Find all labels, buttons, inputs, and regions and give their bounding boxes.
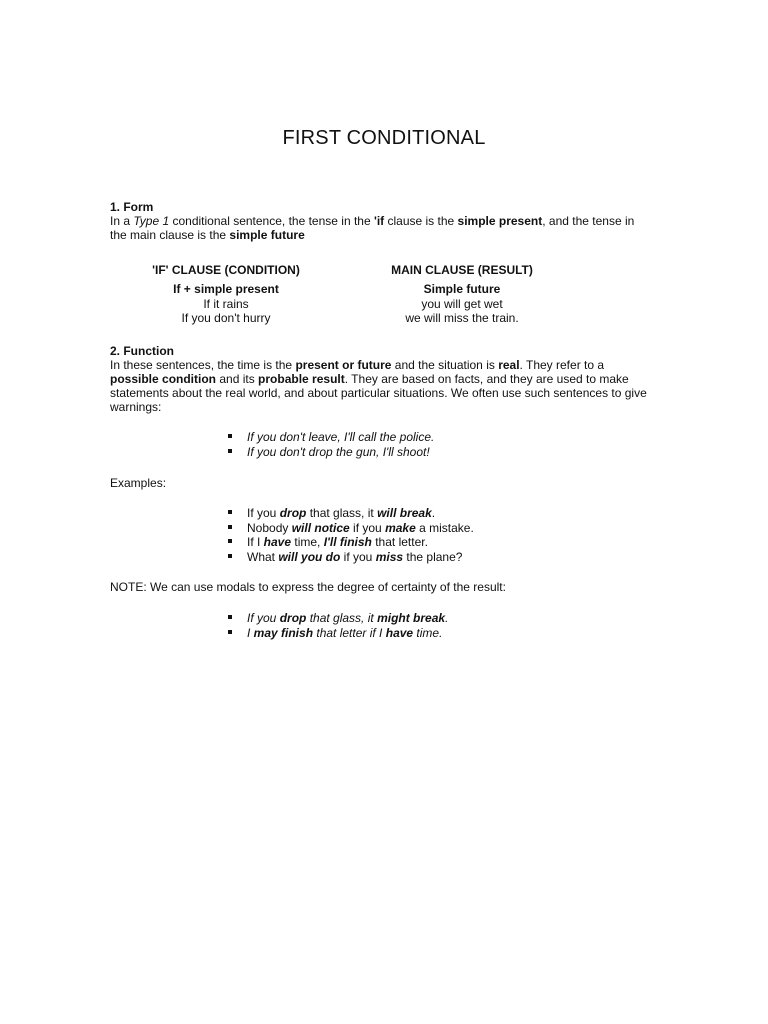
list-item bbox=[228, 626, 448, 641]
text-run: clause is the bbox=[384, 214, 458, 228]
text-run: Type 1 bbox=[133, 214, 170, 228]
function-section bbox=[110, 344, 650, 414]
text-run: , and the tense in the main clause is the bbox=[110, 214, 635, 242]
text-run: and the situation is bbox=[391, 358, 499, 372]
warning-text bbox=[247, 430, 434, 444]
text-run: that letter if I bbox=[313, 625, 386, 640]
if-clause-example: If it rains bbox=[203, 296, 249, 311]
text-run: probable result bbox=[258, 372, 345, 386]
bullet-icon bbox=[228, 539, 232, 543]
text-run: simple future bbox=[229, 228, 305, 242]
note-example-text bbox=[247, 611, 448, 625]
main-clause-column bbox=[362, 263, 562, 326]
text-run: . They refer to a bbox=[519, 358, 605, 372]
text-run: I bbox=[247, 625, 254, 640]
main-clause-header: MAIN CLAUSE (RESULT) bbox=[391, 263, 533, 277]
text-run: If you bbox=[247, 611, 280, 625]
text-run: and its bbox=[216, 372, 259, 386]
list-item bbox=[228, 550, 474, 565]
text-run: . They are based on facts, and they are used to make statements about the real world, and about particular situations. We often use such sentences to give warnings: bbox=[110, 372, 647, 414]
text-run: time, bbox=[291, 535, 324, 550]
text-run: make bbox=[385, 520, 416, 535]
text-run: that glass, it bbox=[306, 506, 378, 520]
if-clause-subheader: If + simple present bbox=[173, 282, 279, 296]
text-run: if you bbox=[349, 520, 386, 535]
bullet-icon bbox=[228, 615, 232, 619]
warnings-list bbox=[228, 430, 434, 459]
text-run: If you bbox=[247, 506, 280, 520]
note-list bbox=[228, 611, 448, 640]
text-run: will you do bbox=[278, 549, 341, 564]
list-item bbox=[228, 445, 434, 460]
text-run: simple present bbox=[457, 214, 543, 228]
main-clause-example: you will get wet bbox=[421, 296, 503, 311]
text-run: What bbox=[247, 549, 279, 564]
text-run: conditional sentence, the tense in the bbox=[169, 214, 374, 228]
text-run: will break bbox=[377, 506, 432, 520]
example-text bbox=[247, 521, 474, 535]
text-run: may finish bbox=[253, 625, 314, 640]
note-example-text bbox=[247, 626, 442, 640]
text-run: that glass, it bbox=[306, 611, 378, 625]
text-run: possible condition bbox=[110, 372, 217, 386]
bullet-icon bbox=[228, 434, 232, 438]
bullet-icon bbox=[228, 449, 232, 453]
bullet-icon bbox=[228, 510, 232, 514]
list-item bbox=[228, 535, 474, 550]
page-title: FIRST CONDITIONAL bbox=[282, 127, 486, 149]
text-run: might break bbox=[377, 611, 446, 625]
if-clause-example: If you don't hurry bbox=[181, 311, 271, 326]
text-run: have bbox=[263, 535, 292, 550]
text-run: real bbox=[498, 358, 520, 372]
list-item bbox=[228, 611, 448, 626]
text-run: present or future bbox=[295, 358, 392, 372]
list-item bbox=[228, 506, 474, 521]
text-run: if you bbox=[340, 549, 376, 564]
form-heading: 1. Form bbox=[110, 200, 154, 214]
note-text: NOTE: We can use modals to express the degree of certainty of the result: bbox=[110, 580, 506, 594]
form-intro bbox=[110, 214, 650, 242]
if-clause-header: 'IF' CLAUSE (CONDITION) bbox=[152, 263, 300, 277]
text-run: Nobody bbox=[247, 520, 292, 535]
bullet-icon bbox=[228, 525, 232, 529]
text-run: . bbox=[431, 506, 436, 520]
if-clause-column bbox=[120, 263, 332, 326]
examples-list bbox=[228, 506, 474, 564]
text-run: In a bbox=[110, 214, 134, 228]
list-item bbox=[228, 430, 434, 445]
text-run: a mistake. bbox=[415, 520, 474, 535]
text-run: will notice bbox=[291, 520, 350, 535]
warning-text bbox=[247, 445, 430, 459]
text-run: If you don't drop the gun, I'll shoot! bbox=[247, 444, 430, 459]
function-intro bbox=[110, 358, 650, 414]
text-run: time. bbox=[413, 625, 443, 640]
example-text bbox=[247, 506, 435, 520]
form-section bbox=[110, 200, 650, 242]
list-item bbox=[228, 521, 474, 536]
text-run: 'if bbox=[373, 214, 385, 228]
text-run: drop bbox=[279, 611, 307, 625]
main-clause-example: we will miss the train. bbox=[405, 311, 519, 326]
text-run: If I bbox=[247, 535, 264, 550]
text-run: have bbox=[385, 625, 414, 640]
text-run: . bbox=[445, 611, 449, 625]
examples-label: Examples: bbox=[110, 476, 167, 490]
function-heading: 2. Function bbox=[110, 344, 174, 358]
example-text bbox=[247, 550, 462, 564]
text-run: drop bbox=[279, 506, 307, 520]
main-clause-subheader: Simple future bbox=[423, 282, 501, 296]
bullet-icon bbox=[228, 630, 232, 634]
text-run: the plane? bbox=[403, 549, 463, 564]
text-run: In these sentences, the time is the bbox=[110, 358, 296, 372]
bullet-icon bbox=[228, 554, 232, 558]
example-text bbox=[247, 535, 428, 549]
text-run: miss bbox=[375, 549, 404, 564]
text-run: I'll finish bbox=[323, 535, 372, 550]
text-run: If you don't leave, I'll call the police. bbox=[247, 430, 435, 444]
text-run: that letter. bbox=[371, 535, 428, 550]
